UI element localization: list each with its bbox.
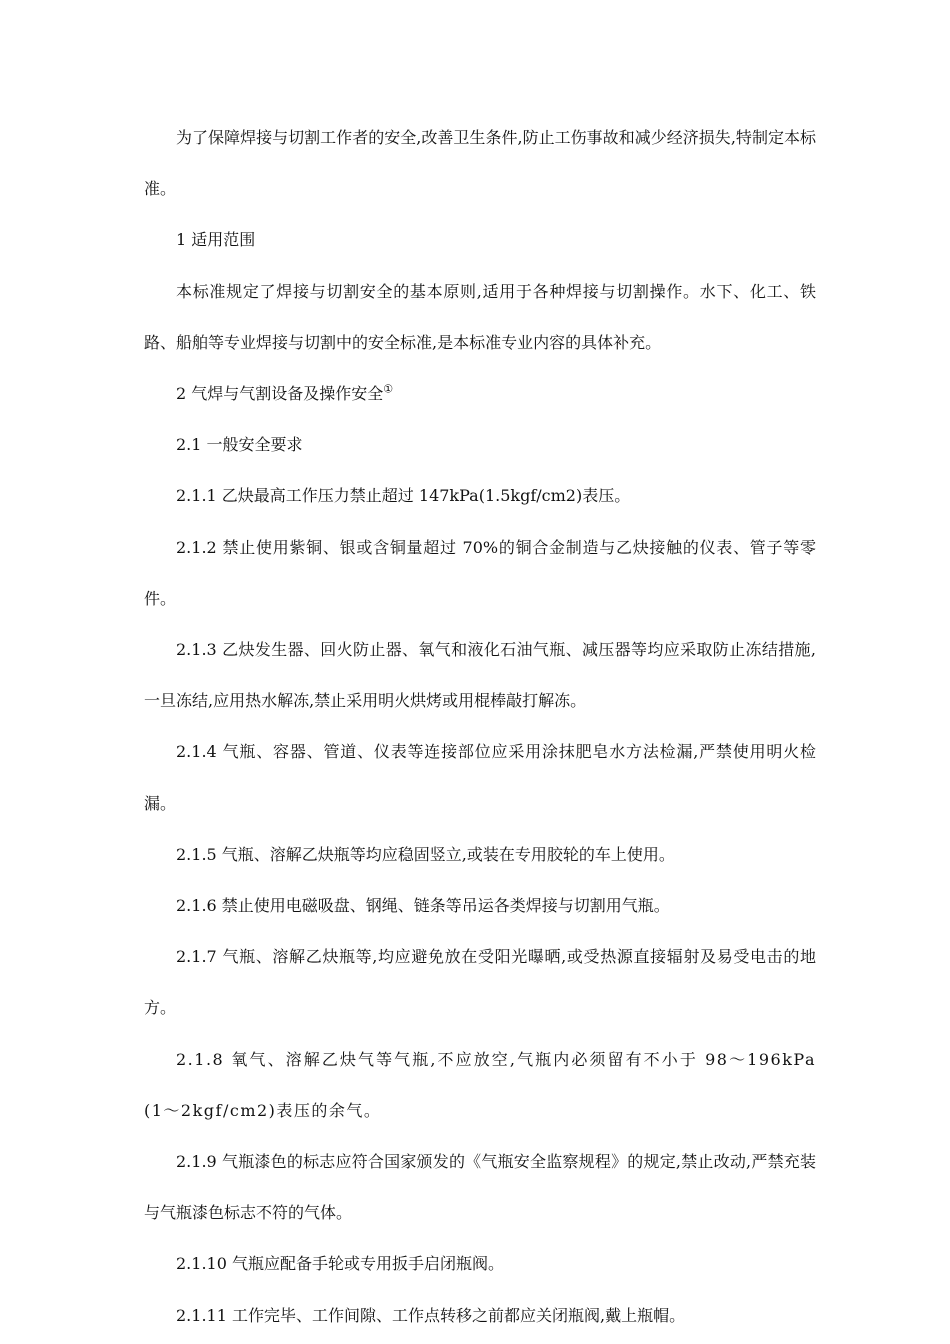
clause-2-1-8: 2.1.8 氧气、溶解乙炔气等气瓶,不应放空,气瓶内必须留有不小于 98～196kPa(1～2kgf/cm2)表压的余气。: [144, 1049, 816, 1120]
clause-2-1-9: 2.1.9 气瓶漆色的标志应符合国家颁发的《气瓶安全监察规程》的规定,禁止改动,严禁充装与气瓶漆色标志不符的气体。: [144, 1152, 816, 1223]
section-heading-scope: 1 适用范围: [176, 230, 256, 250]
subsection-heading-general: 2.1 一般安全要求: [176, 435, 303, 455]
section-heading-gas-welding-text: 2 气焊与气割设备及操作安全: [176, 384, 384, 404]
section-heading-gas-welding: [144, 368, 816, 419]
clause-2-1-11: 2.1.11 工作完毕、工作间隙、工作点转移之前都应关闭瓶阀,戴上瓶帽。: [176, 1305, 686, 1325]
scope-paragraph: 本标准规定了焊接与切割安全的基本原则,适用于各种焊接与切割操作。水下、化工、铁路、船舶等专业焊接与切割中的安全标准,是本标准专业内容的具体补充。: [144, 281, 816, 352]
clause-2-1-2: 2.1.2 禁止使用紫铜、银或含铜量超过 70%的铜合金制造与乙炔接触的仪表、管子等零件。: [144, 537, 816, 608]
clause-2-1-5: 2.1.5 气瓶、溶解乙炔瓶等均应稳固竖立,或装在专用胶轮的车上使用。: [176, 844, 675, 864]
clause-2-1-7: 2.1.7 气瓶、溶解乙炔瓶等,均应避免放在受阳光曝晒,或受热源直接辐射及易受电击的地方。: [144, 947, 816, 1018]
clause-2-1-4: 2.1.4 气瓶、容器、管道、仪表等连接部位应采用涂抹肥皂水方法检漏,严禁使用明火检漏。: [144, 742, 816, 813]
clause-2-1-1: 2.1.1 乙炔最高工作压力禁止超过 147kPa(1.5kgf/cm2)表压。: [176, 486, 631, 506]
clause-2-1-3: 2.1.3 乙炔发生器、回火防止器、氧气和液化石油气瓶、减压器等均应采取防止冻结措施,一旦冻结,应用热水解冻,禁止采用明火烘烤或用棍棒敲打解冻。: [144, 640, 816, 711]
document-body: [144, 112, 816, 1341]
clause-2-1-10: 2.1.10 气瓶应配备手轮或专用扳手启闭瓶阀。: [176, 1254, 504, 1274]
footnote-mark: ①: [383, 382, 394, 396]
intro-paragraph: 为了保障焊接与切割工作者的安全,改善卫生条件,防止工伤事故和减少经济损失,特制定本标准。: [144, 128, 816, 199]
clause-2-1-6: 2.1.6 禁止使用电磁吸盘、钢绳、链条等吊运各类焊接与切割用气瓶。: [176, 896, 670, 916]
